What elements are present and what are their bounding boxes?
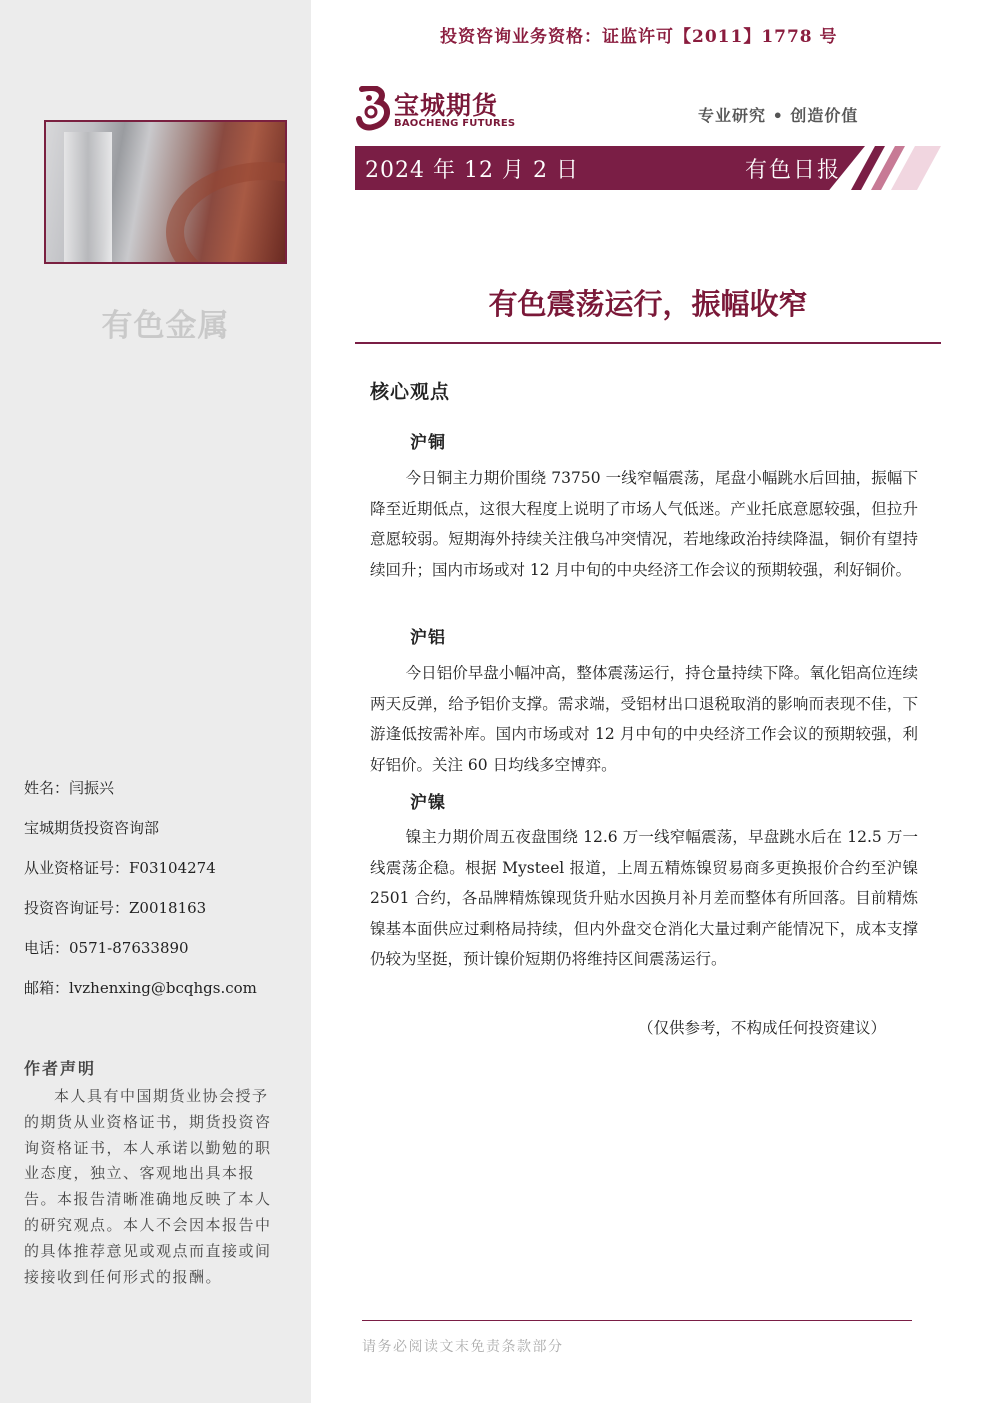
analyst-name: 姓名：闫振兴 [24, 779, 115, 797]
nickel-paragraph: 镍主力期价周五夜盘围绕 12.6 万一线窄幅震荡，早盘跳水后在 12.5 万一线震荡企稳。根据 Mysteel 报道，上周五精炼镍贸易商多更换报价合约至沪镍 2501 合约，各品牌精炼镍现货升贴水因换月补月差而整体有所回落。目前精炼镍基本面供应过剩格局持续，但内外盘交仓消化大量过剩产能情况下，成本支撑仍较为坚挺，预计镍价短期仍将维持区间震荡运行。 [370, 828, 918, 969]
analyst-email[interactable]: 邮箱：lvzhenxing@bcqhgs.com [24, 979, 257, 997]
headline-divider [355, 342, 941, 344]
report-type: 有色日报 [745, 158, 842, 183]
core-view-title: 核心观点 [370, 381, 451, 403]
copper-paragraph: 今日铜主力期价围绕 73750 一线窄幅震荡，尾盘小幅跳水后回抽，振幅下降至近期低点，这很大程度上说明了市场人气低迷。产业托底意愿较强，但拉升意愿较弱。短期海外持续关注俄乌冲突情况，若地缘政治持续降温，铜价有望持续回升；国内市场或对 12 月中旬的中央经济工作会议的预期较强，利好铜价。 [370, 469, 918, 579]
aluminum-paragraph: 今日铝价早盘小幅冲高，整体震荡运行，持仓量持续下降。氧化铝高位连续两天反弹，给予铝价支撑。需求端，受铝材出口退税取消的影响而表现不佳，下游逢低按需补库。国内市场或对 12 月中旬的中央经济工作会议的预期较强，利好铝价。关注 60 日均线多空博弈。 [370, 664, 918, 774]
coil-graphic [166, 162, 287, 264]
slogan: 专业研究 • 创造价值 [698, 106, 859, 125]
declaration-body: 本人具有中国期货业协会授予的期货从业资格证书，期货投资咨询资格证书，本人承诺以勤勉的职业态度，独立、客观地出具本报告。本报告清晰准确地反映了本人的研究观点。本人不会因本报告中的具体推荐意见或观点而直接或间接接收到任何形式的报酬。 [24, 1087, 272, 1286]
declaration-title: 作者声明 [24, 1059, 97, 1078]
disclaimer: （仅供参考，不构成任何投资建议） [638, 1019, 887, 1037]
footer-note: 请务必阅读文末免责条款部分 [362, 1339, 564, 1355]
report-date: 2024 年 12 月 2 日 [365, 158, 579, 183]
report-headline: 有色震荡运行，振幅收窄 [488, 287, 808, 321]
report-banner [355, 146, 941, 190]
sector-label: 有色金属 [101, 308, 230, 344]
cover-image [44, 120, 287, 264]
pipe-graphic [64, 132, 112, 262]
baocheng-logo-icon [356, 86, 392, 132]
analyst-department: 宝城期货投资咨询部 [24, 819, 160, 837]
banner-stripes [841, 146, 941, 190]
analyst-contact [24, 778, 257, 1018]
aluminum-title: 沪铝 [410, 628, 446, 648]
qualification-line: 投资咨询业务资格：证监许可【2011】1778 号 [440, 27, 838, 47]
analyst-phone: 电话：0571-87633890 [24, 939, 189, 957]
logo-chinese-name: 宝城期货 [394, 91, 499, 120]
sidebar [0, 0, 311, 1403]
company-logo [356, 86, 526, 132]
logo-english-name: BAOCHENG FUTURES [394, 118, 516, 129]
copper-title: 沪铜 [410, 433, 446, 453]
analyst-license: 从业资格证号：F03104274 [24, 859, 216, 877]
footer-divider [362, 1320, 912, 1321]
analyst-consult-license: 投资咨询证号：Z0018163 [24, 899, 207, 917]
nickel-title: 沪镍 [410, 793, 446, 813]
